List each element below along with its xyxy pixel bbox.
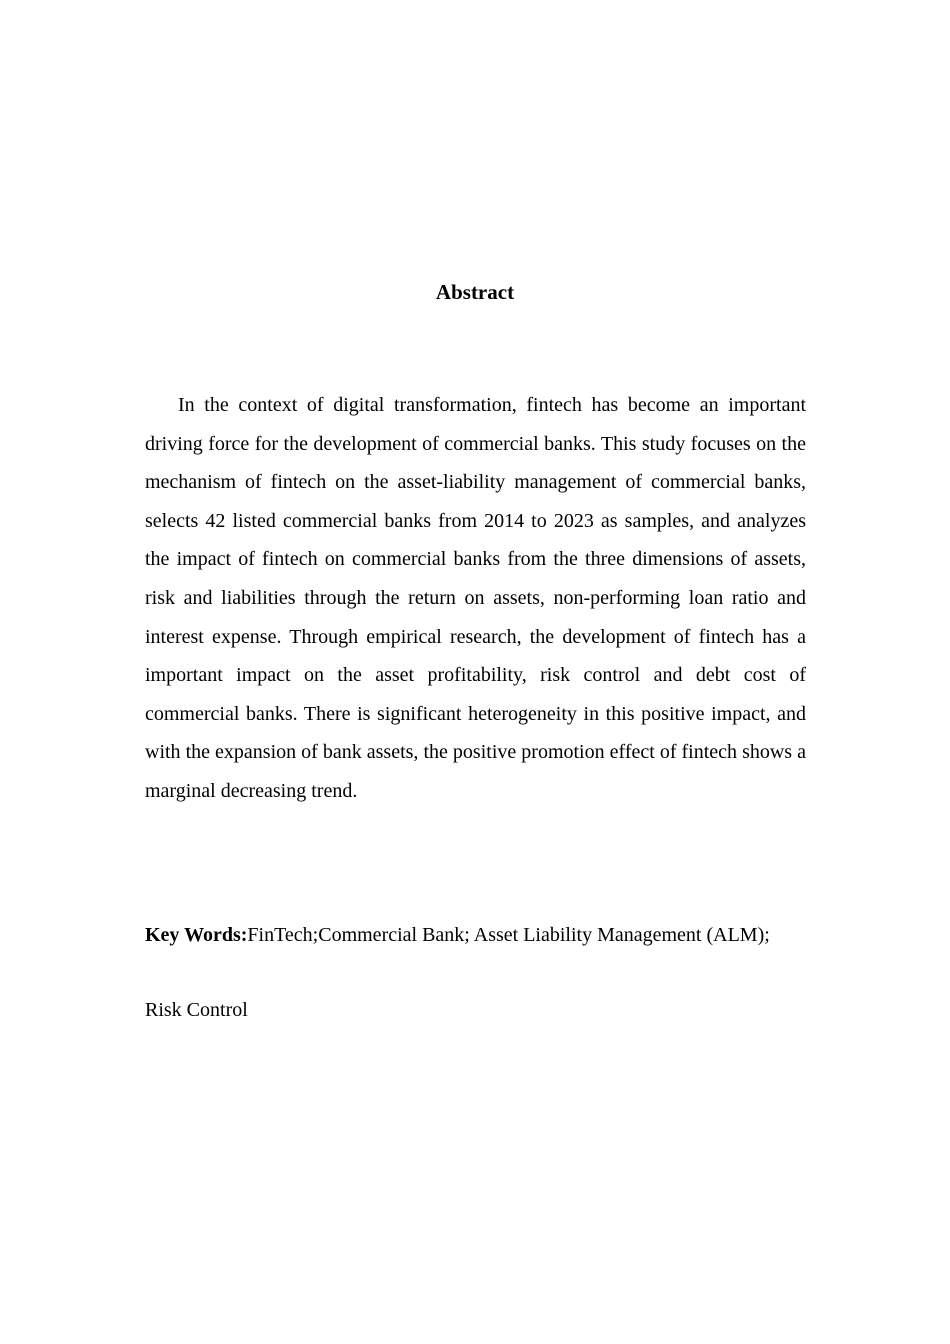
abstract-paragraph: In the context of digital transformation, fintech has become an important driving force for the development of commercial banks. This study focuses on the mechanism of fintech on the asset-liability management of commercial banks, selects 42 listed commercial banks from 2014 to 2023 as samples, and analyzes the impact of fintech on commercial banks from the three dimensions of assets, risk and liabilities through the return on assets, non-performing loan ratio and interest expense. Through empirical research, the development of fintech has a important impact on the asset profitability, risk control and debt cost of commercial banks. There is significant heterogeneity in this positive impact, and with the expansion of bank assets, the positive promotion effect of fintech shows a marginal decreasing trend.: [145, 394, 806, 802]
abstract-title: Abstract: [435, 280, 515, 304]
keywords-text: FinTech;Commercial Bank; Asset Liability Management (ALM); Risk Control: [145, 924, 770, 1021]
keywords-line: [145, 898, 806, 1048]
keywords-label: Key Words:: [145, 924, 248, 946]
